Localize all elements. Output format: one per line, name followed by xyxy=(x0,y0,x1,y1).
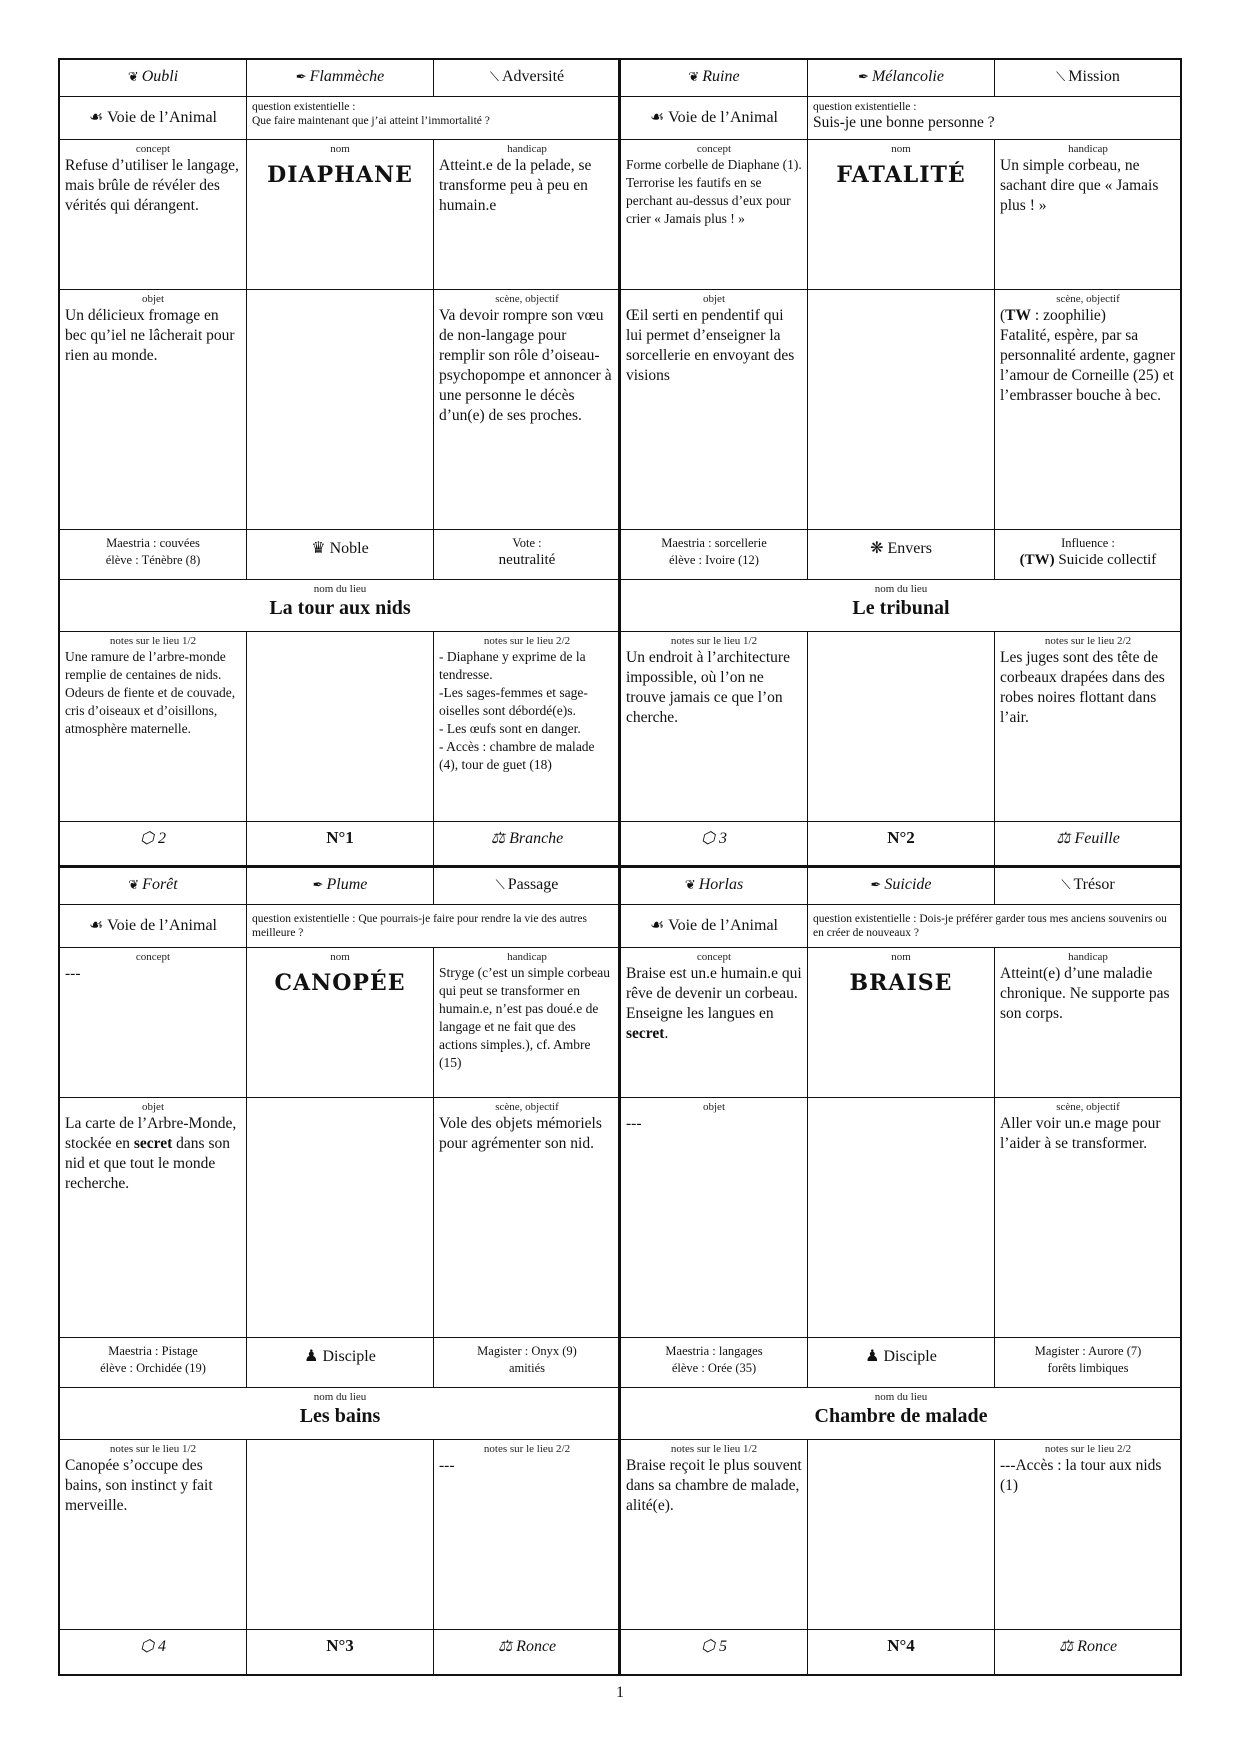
scene-caption: scène, objectif xyxy=(1056,1101,1120,1113)
tag-row xyxy=(60,868,618,905)
objet-secret: secret xyxy=(133,1135,173,1152)
voie: Voie de l’Animal xyxy=(668,917,778,934)
notes-row xyxy=(60,632,618,822)
tag-1: Oubli xyxy=(141,68,179,85)
tag-3: Mission xyxy=(1068,68,1120,85)
scene-text: Vole des objets mémoriels pour agrémenter son nid. xyxy=(439,1115,602,1152)
handicap-caption: handicap xyxy=(507,143,547,155)
magister: Magister : Onyx (9) xyxy=(477,1344,577,1358)
lieu-name: Chambre de malade xyxy=(814,1405,988,1427)
concept-row xyxy=(621,948,1180,1098)
scales-icon: ⚖ xyxy=(497,1638,517,1655)
footer-row xyxy=(60,822,618,867)
rang: Noble xyxy=(329,540,369,557)
nom-caption: nom xyxy=(330,143,350,155)
maestria: Maestria : langages xyxy=(665,1344,763,1358)
concept-text-a: Braise est un.e humain.e qui rêve de devenir un corbeau. Enseigne les langues en xyxy=(626,965,802,1022)
notes1-text: Braise reçoit le plus souvent dans sa chambre de malade, alité(e). xyxy=(626,1457,802,1514)
handicap-caption: handicap xyxy=(1068,951,1108,963)
maestria-row xyxy=(621,530,1180,580)
wand-icon: ⟍ xyxy=(1056,69,1066,84)
footer-row xyxy=(621,822,1180,867)
handicap-text: Atteint.e de la pelade, se transforme peu à peu en humain.e xyxy=(439,157,592,214)
objet-caption: objet xyxy=(703,1101,725,1113)
cube-icon: ⬡ xyxy=(701,830,719,847)
concept-text-c: . xyxy=(664,1025,669,1042)
feather-icon: ✒ xyxy=(858,69,869,84)
handicap-text: Un simple corbeau, ne sachant dire que « Jamais plus ! » xyxy=(1000,157,1159,214)
concept-row xyxy=(621,140,1180,290)
scales-icon: ⚖ xyxy=(1058,1638,1078,1655)
rang: Envers xyxy=(887,540,932,557)
foot-left: 4 xyxy=(157,1638,166,1655)
voie-row xyxy=(621,905,1180,948)
tw-label: TW xyxy=(1005,307,1032,324)
lieu-row xyxy=(621,1388,1180,1440)
foot-right: Feuille xyxy=(1074,830,1120,847)
card-number: N°3 xyxy=(247,1630,434,1675)
leaf-icon: ❦ xyxy=(128,877,140,892)
tag-2: Plume xyxy=(326,876,368,893)
handicap-caption: handicap xyxy=(1068,143,1108,155)
objet-text-a: La carte de l’Arbre-Monde, stockée en xyxy=(65,1115,237,1152)
scene-text: Va devoir rompre son vœu de non-langage pour remplir son rôle d’oiseau-psychopompe et annoncer à une personne le décès d’un(e) de ses proches. xyxy=(439,307,612,424)
scene-caption: scène, objectif xyxy=(495,1101,559,1113)
feather-icon: ✒ xyxy=(295,69,307,84)
concept-caption: concept xyxy=(696,143,732,155)
concept-caption: concept xyxy=(696,951,732,963)
notes-row xyxy=(621,632,1180,822)
card-number: N°4 xyxy=(808,1630,995,1675)
foot-left: 3 xyxy=(718,830,727,847)
wand-icon: ⟍ xyxy=(1061,877,1071,892)
leaf-icon: ❦ xyxy=(127,69,139,84)
notes2-caption: notes sur le lieu 2/2 xyxy=(1044,635,1132,647)
concept-row xyxy=(60,948,618,1098)
pawn-icon: ♟ xyxy=(865,1348,884,1365)
voie-row xyxy=(60,97,618,140)
crown-icon: ♛ xyxy=(311,540,330,557)
objet-text: --- xyxy=(626,1115,642,1132)
lieu-caption: nom du lieu xyxy=(874,1391,928,1403)
objet-caption: objet xyxy=(703,293,725,305)
notes1-caption: notes sur le lieu 1/2 xyxy=(670,1443,758,1455)
question-caption: question existentielle : xyxy=(813,101,917,113)
question-text: question existentielle : Que pourrais-je faire pour rendre la vie des autres meilleure ? xyxy=(252,913,587,939)
voie: Voie de l’Animal xyxy=(107,109,217,126)
notes2-caption: notes sur le lieu 2/2 xyxy=(483,635,571,647)
question-text: question existentielle : Dois-je préférer garder tous mes anciens souvenirs ou en créer de nouveaux ? xyxy=(813,913,1167,939)
magister-detail: forêts limbiques xyxy=(1047,1361,1129,1375)
notes2-caption: notes sur le lieu 2/2 xyxy=(483,1443,571,1455)
wand-icon: ⟍ xyxy=(495,877,505,892)
foot-right: Ronce xyxy=(516,1638,557,1655)
tag-2: Flammèche xyxy=(309,68,385,85)
tag-1: Forêt xyxy=(142,876,178,893)
handicap-caption: handicap xyxy=(507,951,547,963)
scales-icon: ⚖ xyxy=(1056,830,1075,847)
moth-icon: ❋ xyxy=(870,540,888,557)
maestria-row xyxy=(60,530,618,580)
wand-icon: ⟍ xyxy=(489,69,499,84)
eleve: élève : Ivoire (12) xyxy=(669,553,759,567)
notes1-caption: notes sur le lieu 1/2 xyxy=(109,1443,197,1455)
maestria: Maestria : couvées xyxy=(106,536,200,550)
tag-3: Trésor xyxy=(1073,876,1115,893)
maestria-row xyxy=(621,1338,1180,1388)
lieu-caption: nom du lieu xyxy=(313,1391,367,1403)
question-caption: question existentielle : xyxy=(252,101,356,113)
rang: Disciple xyxy=(322,1348,376,1365)
handicap-text: Stryge (c’est un simple corbeau qui peut se transformer en humain.e, n’est pas doué.e de langage et ne fait que des actions simples.), cf. Ambre (15) xyxy=(439,965,610,1070)
notes1-text: Un endroit à l’architecture impossible, où l’on ne trouve jamais ce que l’on cherche. xyxy=(626,649,790,726)
scene-text: Aller voir un.e mage pour l’aider à se transformer. xyxy=(1000,1115,1161,1152)
notes2-text: - Diaphane y exprime de la tendresse. -Les sages-femmes et sage-oiselles sont débordé(e)s. - Les œufs sont en danger. - Accès : chambre de malade (4), tour de guet (18) xyxy=(439,649,595,772)
vote-caption: Vote : xyxy=(512,536,542,550)
tag-row xyxy=(621,868,1180,905)
maestria: Maestria : Pistage xyxy=(108,1344,198,1358)
concept-caption: concept xyxy=(135,143,171,155)
lieu-name: Le tribunal xyxy=(852,597,950,619)
eleve: élève : Ténèbre (8) xyxy=(105,553,201,567)
tag-row xyxy=(60,60,618,97)
tag-1: Horlas xyxy=(698,876,744,893)
nom-caption: nom xyxy=(891,143,911,155)
footer-row xyxy=(621,1630,1180,1675)
maestria: Maestria : sorcellerie xyxy=(661,536,767,550)
concept-text: Refuse d’utiliser le langage, mais brûle de révéler des vérités qui dérangent. xyxy=(65,157,239,214)
character-name: CANOPÉE xyxy=(274,970,406,996)
concept-caption: concept xyxy=(135,951,171,963)
objet-text-c: dans son nid et que tout le monde recherche. xyxy=(65,1135,230,1192)
foot-left: 2 xyxy=(157,830,166,847)
voie-row xyxy=(60,905,618,948)
foot-left: 5 xyxy=(718,1638,727,1655)
tag-row xyxy=(621,60,1180,97)
footer-row xyxy=(60,1630,618,1675)
lieu-row xyxy=(60,580,618,632)
leaf-icon: ❦ xyxy=(684,877,696,892)
card-number: N°1 xyxy=(247,822,434,867)
lieu-row xyxy=(60,1388,618,1440)
rang: Disciple xyxy=(883,1348,937,1365)
pawn-icon: ♟ xyxy=(304,1348,323,1365)
scales-icon: ⚖ xyxy=(490,830,510,847)
lieu-name: Les bains xyxy=(299,1405,381,1427)
maestria-row xyxy=(60,1338,618,1388)
character-name: BRAISE xyxy=(849,970,953,996)
eleve: élève : Orée (35) xyxy=(671,1361,757,1375)
question-text: Suis-je une bonne personne ? xyxy=(813,114,995,131)
objet-text: Un délicieux fromage en bec qu’iel ne lâcherait pour rien au monde. xyxy=(65,307,235,364)
concept-row xyxy=(60,140,618,290)
cube-icon: ⬡ xyxy=(140,830,158,847)
lieu-caption: nom du lieu xyxy=(874,583,928,595)
voie: Voie de l’Animal xyxy=(668,109,778,126)
notes1-text: Canopée s’occupe des bains, son instinct y fait merveille. xyxy=(65,1457,213,1514)
concept-text: --- xyxy=(65,965,81,982)
feather-icon: ✒ xyxy=(312,877,324,892)
objet-row xyxy=(621,1098,1180,1338)
objet-caption: objet xyxy=(142,1101,164,1113)
card-number: N°2 xyxy=(808,822,995,867)
feather-icon: ✒ xyxy=(870,877,882,892)
question-text: Que faire maintenant que j’ai atteint l’immortalité ? xyxy=(252,115,490,127)
notes2-text: --- xyxy=(439,1457,455,1474)
foot-right: Ronce xyxy=(1077,1638,1118,1655)
scene-text: Fatalité, espère, par sa personnalité ardente, gagner l’amour de Corneille (25) et l’embrasser bouche à bec. xyxy=(1000,327,1176,404)
paw-icon: ☙ xyxy=(89,109,108,126)
character-card-3 xyxy=(58,867,620,1676)
handicap-text: Atteint(e) d’une maladie chronique. Ne supporte pas son corps. xyxy=(1000,965,1170,1022)
paw-icon: ☙ xyxy=(650,917,669,934)
nom-caption: nom xyxy=(330,951,350,963)
concept-text: Forme corbelle de Diaphane (1). Terrorise les fautifs en se perchant au-dessus d’eux pour crier « Jamais plus ! » xyxy=(626,157,802,226)
notes1-text: Une ramure de l’arbre-monde remplie de centaines de nids. Odeurs de fiente et de couvade, cris d’oiseaux et d’oisillons, atmosphère maternelle. xyxy=(65,649,236,736)
character-card-1 xyxy=(58,58,620,867)
tag-1: Ruine xyxy=(702,68,740,85)
scene-caption: scène, objectif xyxy=(495,293,559,305)
influence-value: Suicide collectif xyxy=(1054,552,1157,568)
paw-icon: ☙ xyxy=(89,917,108,934)
objet-row xyxy=(60,1098,618,1338)
tag-3: Adversité xyxy=(501,68,565,85)
notes-row xyxy=(621,1440,1180,1630)
tag-2: Mélancolie xyxy=(871,68,944,85)
foot-right: Branche xyxy=(509,830,564,847)
notes2-caption: notes sur le lieu 2/2 xyxy=(1044,1443,1132,1455)
lieu-row xyxy=(621,580,1180,632)
lieu-caption: nom du lieu xyxy=(313,583,367,595)
notes1-caption: notes sur le lieu 1/2 xyxy=(109,635,197,647)
objet-row xyxy=(60,290,618,530)
notes2-text: Les juges sont des tête de corbeaux drapées dans des robes noires flottant dans l’air. xyxy=(1000,649,1165,726)
paw-icon: ☙ xyxy=(650,109,669,126)
concept-secret: secret xyxy=(626,1025,665,1042)
magister-detail: amitiés xyxy=(508,1361,546,1375)
lieu-name: La tour aux nids xyxy=(269,597,411,619)
notes1-caption: notes sur le lieu 1/2 xyxy=(670,635,758,647)
page-number: 1 xyxy=(616,1684,624,1701)
voie: Voie de l’Animal xyxy=(107,917,217,934)
vote-value: neutralité xyxy=(498,552,556,568)
nom-caption: nom xyxy=(891,951,911,963)
scene-text-wrap: (TW : zoophilie) Fatalité, espère, par sa personnalité ardente, gagner l’amour de Corneille (25) et l’embrasser bouche à bec. xyxy=(1000,307,1176,404)
character-name: DIAPHANE xyxy=(267,162,413,188)
character-name: FATALITÉ xyxy=(836,162,966,188)
voie-row xyxy=(621,97,1180,140)
leaf-icon: ❦ xyxy=(688,69,700,84)
character-card-2 xyxy=(620,58,1182,867)
cube-icon: ⬡ xyxy=(701,1638,719,1655)
tag-2: Suicide xyxy=(884,876,932,893)
cube-icon: ⬡ xyxy=(140,1638,158,1655)
objet-caption: objet xyxy=(142,293,164,305)
eleve: élève : Orchidée (19) xyxy=(100,1361,206,1375)
notes-row xyxy=(60,1440,618,1630)
objet-text: Œil serti en pendentif qui lui permet d’enseigner la sorcellerie en envoyant des visions xyxy=(626,307,795,384)
card-sheet xyxy=(58,58,1183,1676)
objet-row xyxy=(621,290,1180,530)
scene-caption: scène, objectif xyxy=(1056,293,1120,305)
character-card-4 xyxy=(620,867,1182,1676)
notes2-text: ---Accès : la tour aux nids (1) xyxy=(1000,1457,1162,1494)
tw-rest: : zoophilie) xyxy=(1031,307,1106,324)
tag-3: Passage xyxy=(507,876,559,893)
magister: Magister : Aurore (7) xyxy=(1034,1344,1142,1358)
influence-caption: Influence : xyxy=(1061,536,1115,550)
influence-tw: (TW) xyxy=(1019,552,1055,568)
